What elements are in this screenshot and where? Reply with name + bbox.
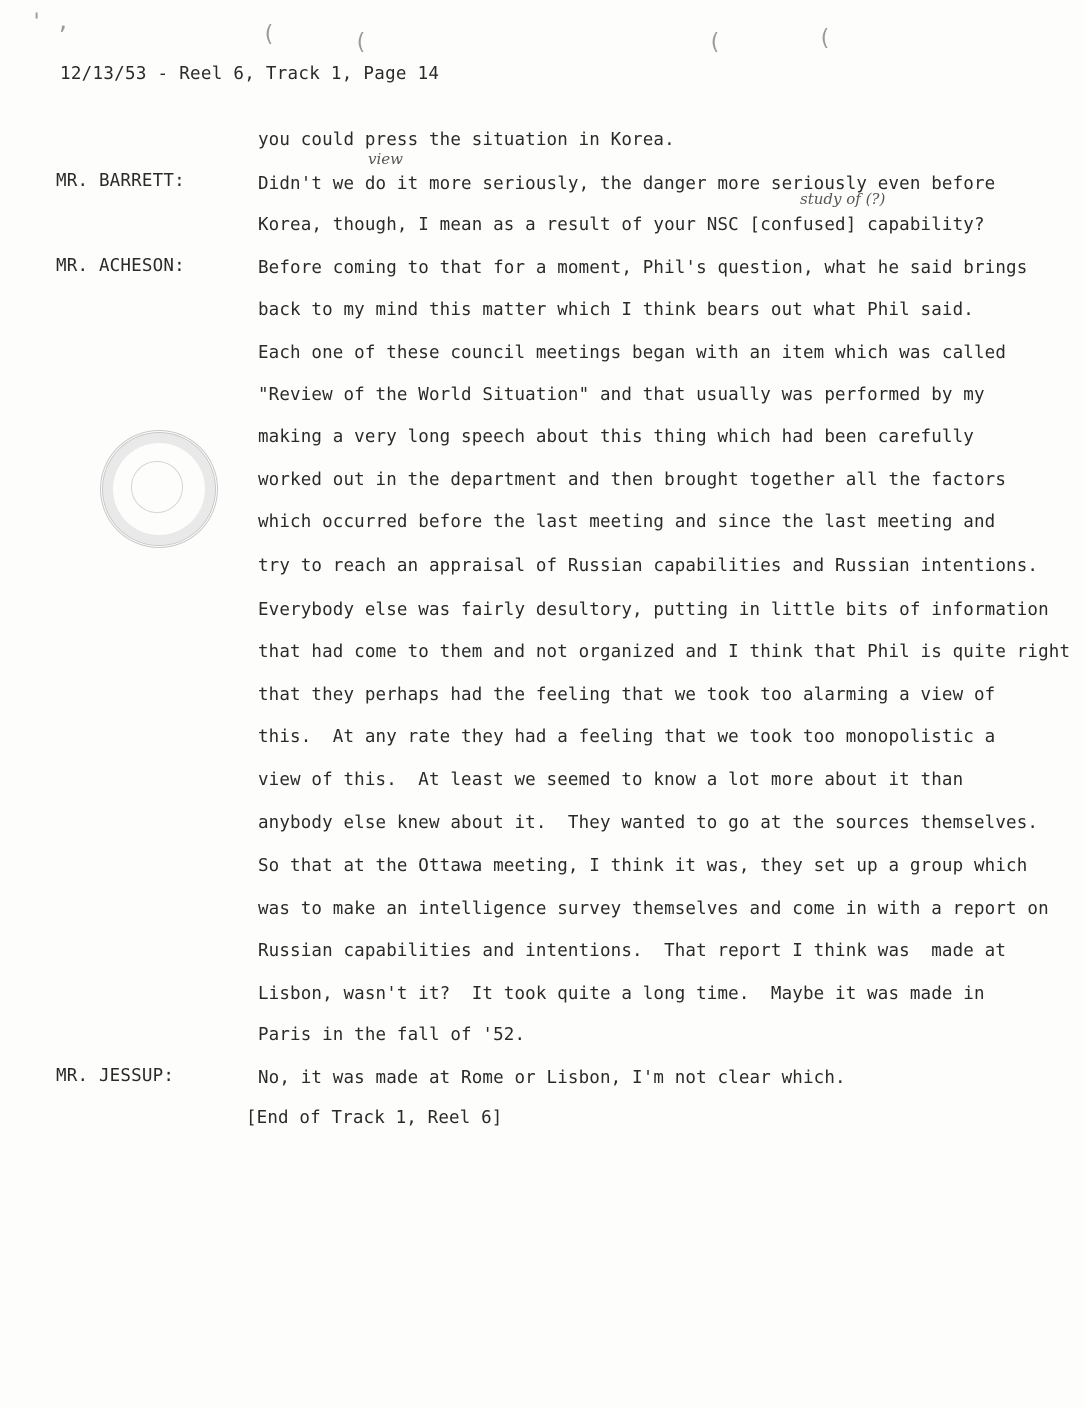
transcript-line: that had come to them and not organized and I think that Phil is quite right	[258, 642, 1071, 662]
transcript-line: Everybody else was fairly desultory, putting in little bits of information	[258, 600, 1049, 620]
margin-mark: (	[262, 22, 276, 47]
header-reel-track-page: - Reel 6, Track 1, Page 14	[157, 64, 440, 84]
handwritten-view: view	[368, 150, 403, 168]
transcript-line: that they perhaps had the feeling that we took too alarming a view of	[258, 685, 996, 705]
margin-mark: ' ,	[30, 10, 70, 35]
transcript-line: Lisbon, wasn't it? It took quite a long time. Maybe it was made in	[258, 984, 985, 1004]
end-of-track-note: [End of Track 1, Reel 6]	[246, 1108, 503, 1128]
transcript-line: Before coming to that for a moment, Phil's question, what he said brings	[258, 258, 1028, 278]
transcript-line: Each one of these council meetings began with an item which was called	[258, 343, 1007, 363]
margin-mark: (	[354, 30, 368, 55]
transcript-line: Didn't we do it more seriously, the danger more seriously even before	[258, 174, 996, 194]
speaker-acheson: MR. ACHESON:	[56, 256, 185, 276]
transcript-line: Paris in the fall of '52.	[258, 1025, 526, 1045]
transcript-line: anybody else knew about it. They wanted to go at the sources themselves.	[258, 813, 1039, 833]
header-date: 12/13/53	[60, 64, 147, 84]
page-header	[60, 64, 439, 84]
transcript-line: back to my mind this matter which I think bears out what Phil said.	[258, 300, 974, 320]
transcript-line: was to make an intelligence survey themselves and come in with a report on	[258, 899, 1049, 919]
margin-mark: (	[818, 26, 832, 51]
library-stamp	[100, 430, 218, 548]
transcript-line: No, it was made at Rome or Lisbon, I'm not clear which.	[258, 1068, 846, 1088]
transcript-line: So that at the Ottawa meeting, I think it was, they set up a group which	[258, 856, 1028, 876]
transcript-line: worked out in the department and then brought together all the factors	[258, 470, 1007, 490]
handwritten-study-of: study of (?)	[800, 190, 886, 208]
transcript-line: Russian capabilities and intentions. That report I think was made at	[258, 941, 1007, 961]
transcript-line: making a very long speech about this thing which had been carefully	[258, 427, 974, 447]
margin-mark: (	[708, 30, 722, 55]
transcript-line: which occurred before the last meeting and since the last meeting and	[258, 512, 996, 532]
speaker-barrett: MR. BARRETT:	[56, 171, 185, 191]
transcript-line: you could press the situation in Korea.	[258, 130, 675, 150]
transcript-line: "Review of the World Situation" and that usually was performed by my	[258, 385, 985, 405]
transcript-line: Korea, though, I mean as a result of your NSC [confused] capability?	[258, 215, 985, 235]
speaker-jessup: MR. JESSUP:	[56, 1066, 175, 1086]
transcript-line: this. At any rate they had a feeling that we took too monopolistic a	[258, 727, 996, 747]
transcript-line: view of this. At least we seemed to know a lot more about it than	[258, 770, 964, 790]
transcript-line: try to reach an appraisal of Russian capabilities and Russian intentions.	[258, 556, 1039, 576]
